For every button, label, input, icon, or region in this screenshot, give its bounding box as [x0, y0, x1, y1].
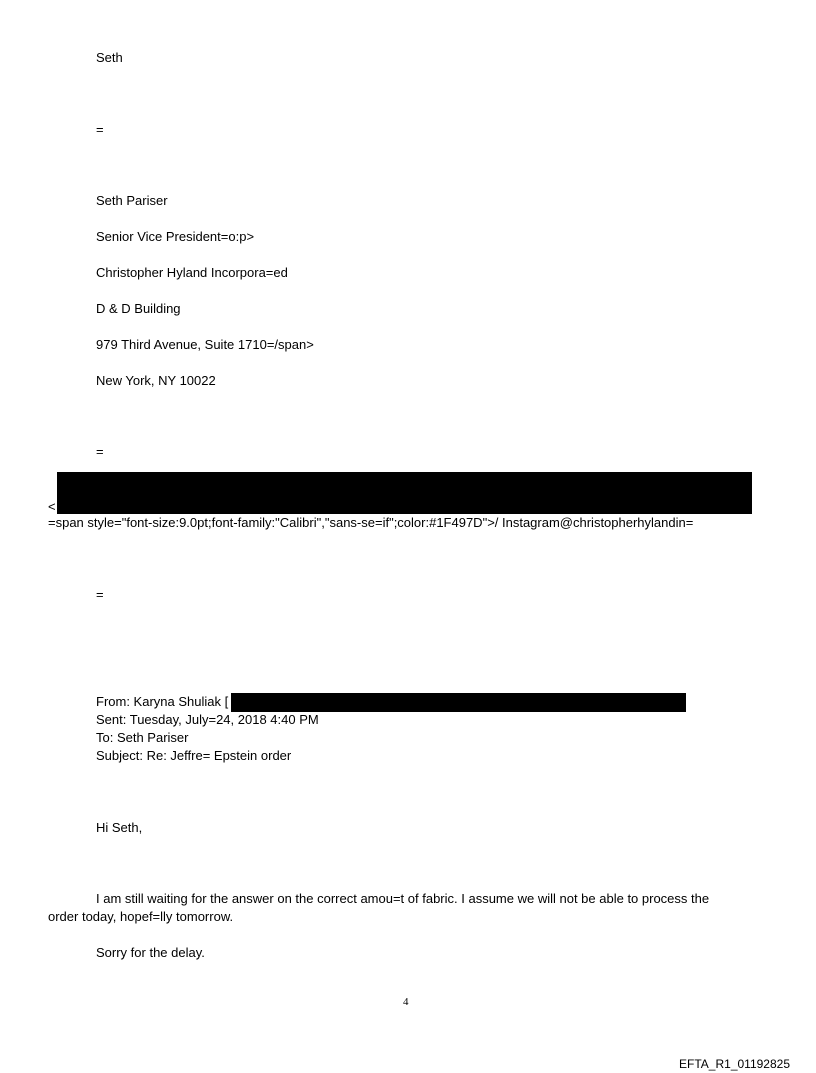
message-closing: Sorry for the delay. [96, 945, 205, 960]
html-fragment-start: < [48, 499, 56, 514]
signature-city: New York, NY 10022 [96, 373, 216, 388]
message-paragraph-line: I am still waiting for the answer on the correct amou=t of fabric. I assume we will not be able to process the [96, 891, 710, 906]
signature-title: Senior Vice President=o:p> [96, 229, 255, 244]
html-span-residue: =span style="font-size:9.0pt;font-family:"Calibri","sans-se=if";color:#1F497D">/ Instagram@christopherhylandin= [48, 515, 694, 530]
message-paragraph-line: order today, hopef=lly tomorrow. [48, 909, 234, 924]
signature-street: 979 Third Avenue, Suite 1710=/span> [96, 337, 314, 352]
signature-name: Seth Pariser [96, 193, 168, 208]
header-sent: Sent: Tuesday, July=24, 2018 4:40 PM [96, 712, 319, 727]
header-from: From: Karyna Shuliak [ [96, 694, 229, 709]
signoff-name: Seth [96, 50, 123, 65]
spacer-equals: = [96, 444, 104, 459]
signature-building: D & D Building [96, 301, 181, 316]
document-id: EFTA_R1_01192825 [679, 1057, 790, 1071]
redaction-bar [231, 693, 686, 712]
redaction-bar [57, 472, 752, 514]
signature-company: Christopher Hyland Incorpora=ed [96, 265, 288, 280]
message-greeting: Hi Seth, [96, 820, 143, 835]
spacer-equals: = [96, 587, 104, 602]
spacer-equals: = [96, 122, 104, 137]
header-to: To: Seth Pariser [96, 730, 189, 745]
header-subject: Subject: Re: Jeffre= Epstein order [96, 748, 292, 763]
page-number: 4 [403, 996, 409, 1008]
